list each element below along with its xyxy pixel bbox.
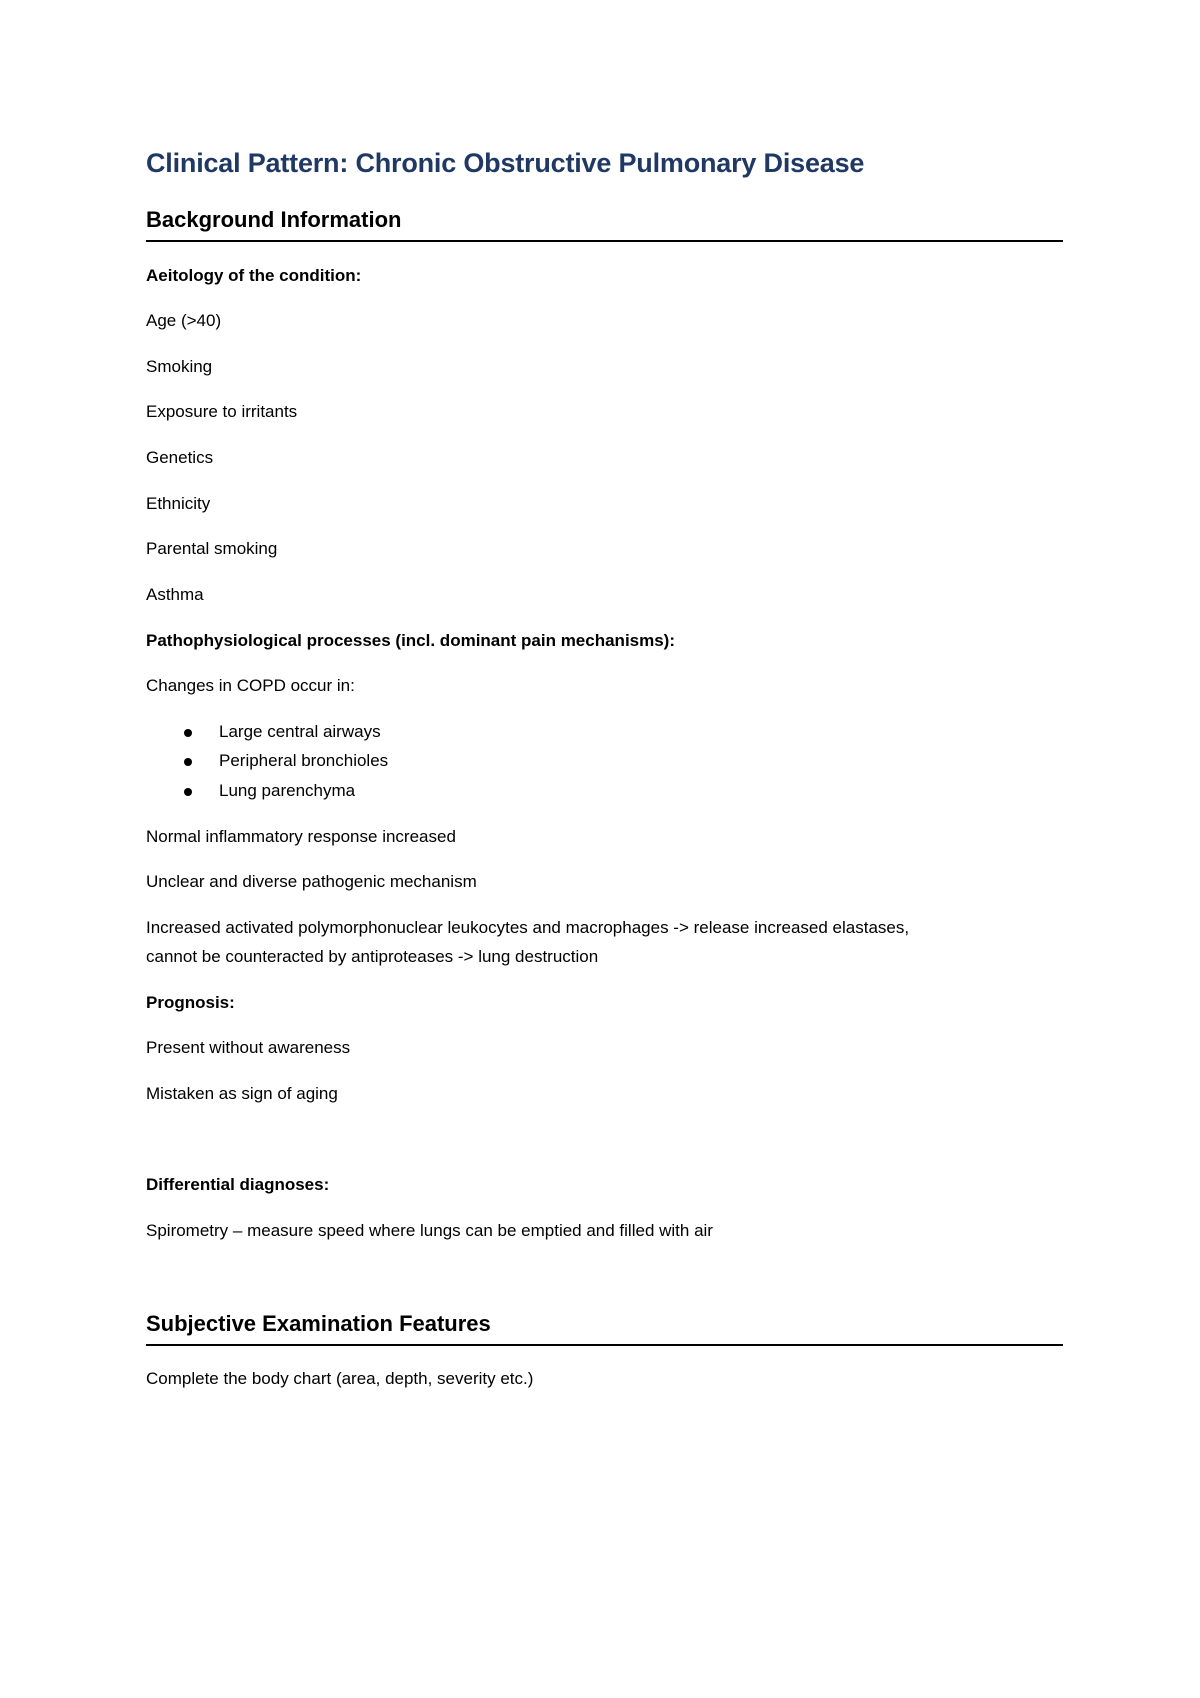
aetiology-item: Age (>40) <box>146 311 222 330</box>
section-heading-background: Background Information <box>146 207 402 232</box>
aetiology-item: Ethnicity <box>146 494 211 513</box>
aetiology-item: Genetics <box>146 448 214 467</box>
differential-label: Differential diagnoses: <box>146 1175 330 1194</box>
differential-text: Spirometry – measure speed where lungs can be emptied and filled with air <box>146 1221 713 1240</box>
pathophysiology-line: Unclear and diverse pathogenic mechanism <box>146 872 477 891</box>
section-divider <box>146 240 1063 242</box>
aetiology-item: Asthma <box>146 585 204 604</box>
document-title: Clinical Pattern: Chronic Obstructive Pulmonary Disease <box>146 148 865 178</box>
prognosis-label: Prognosis: <box>146 993 235 1012</box>
section-divider <box>146 1344 1063 1346</box>
bullet-icon <box>184 758 192 766</box>
list-item-text: Large central airways <box>219 722 381 741</box>
prognosis-item: Mistaken as sign of aging <box>146 1084 338 1103</box>
prognosis-item: Present without awareness <box>146 1038 351 1057</box>
bullet-icon <box>184 729 192 737</box>
section-heading-subjective: Subjective Examination Features <box>146 1311 491 1336</box>
pathophysiology-label: Pathophysiological processes (incl. dominant pain mechanisms): <box>146 631 676 650</box>
bullet-icon <box>184 788 192 796</box>
aetiology-label: Aeitology of the condition: <box>146 266 362 285</box>
pathophysiology-line: Normal inflammatory response increased <box>146 827 456 846</box>
subjective-instruction: Complete the body chart (area, depth, severity etc.) <box>146 1369 534 1388</box>
pathophysiology-line: cannot be counteracted by antiproteases -> lung destruction <box>146 947 599 966</box>
aetiology-item: Parental smoking <box>146 539 278 558</box>
aetiology-item: Smoking <box>146 357 213 376</box>
aetiology-item: Exposure to irritants <box>146 402 298 421</box>
pathophysiology-line: Increased activated polymorphonuclear leukocytes and macrophages -> release increased elastases, <box>146 918 910 937</box>
pathophysiology-intro: Changes in COPD occur in: <box>146 676 355 695</box>
list-item-text: Peripheral bronchioles <box>219 751 389 770</box>
list-item-text: Lung parenchyma <box>219 781 356 800</box>
